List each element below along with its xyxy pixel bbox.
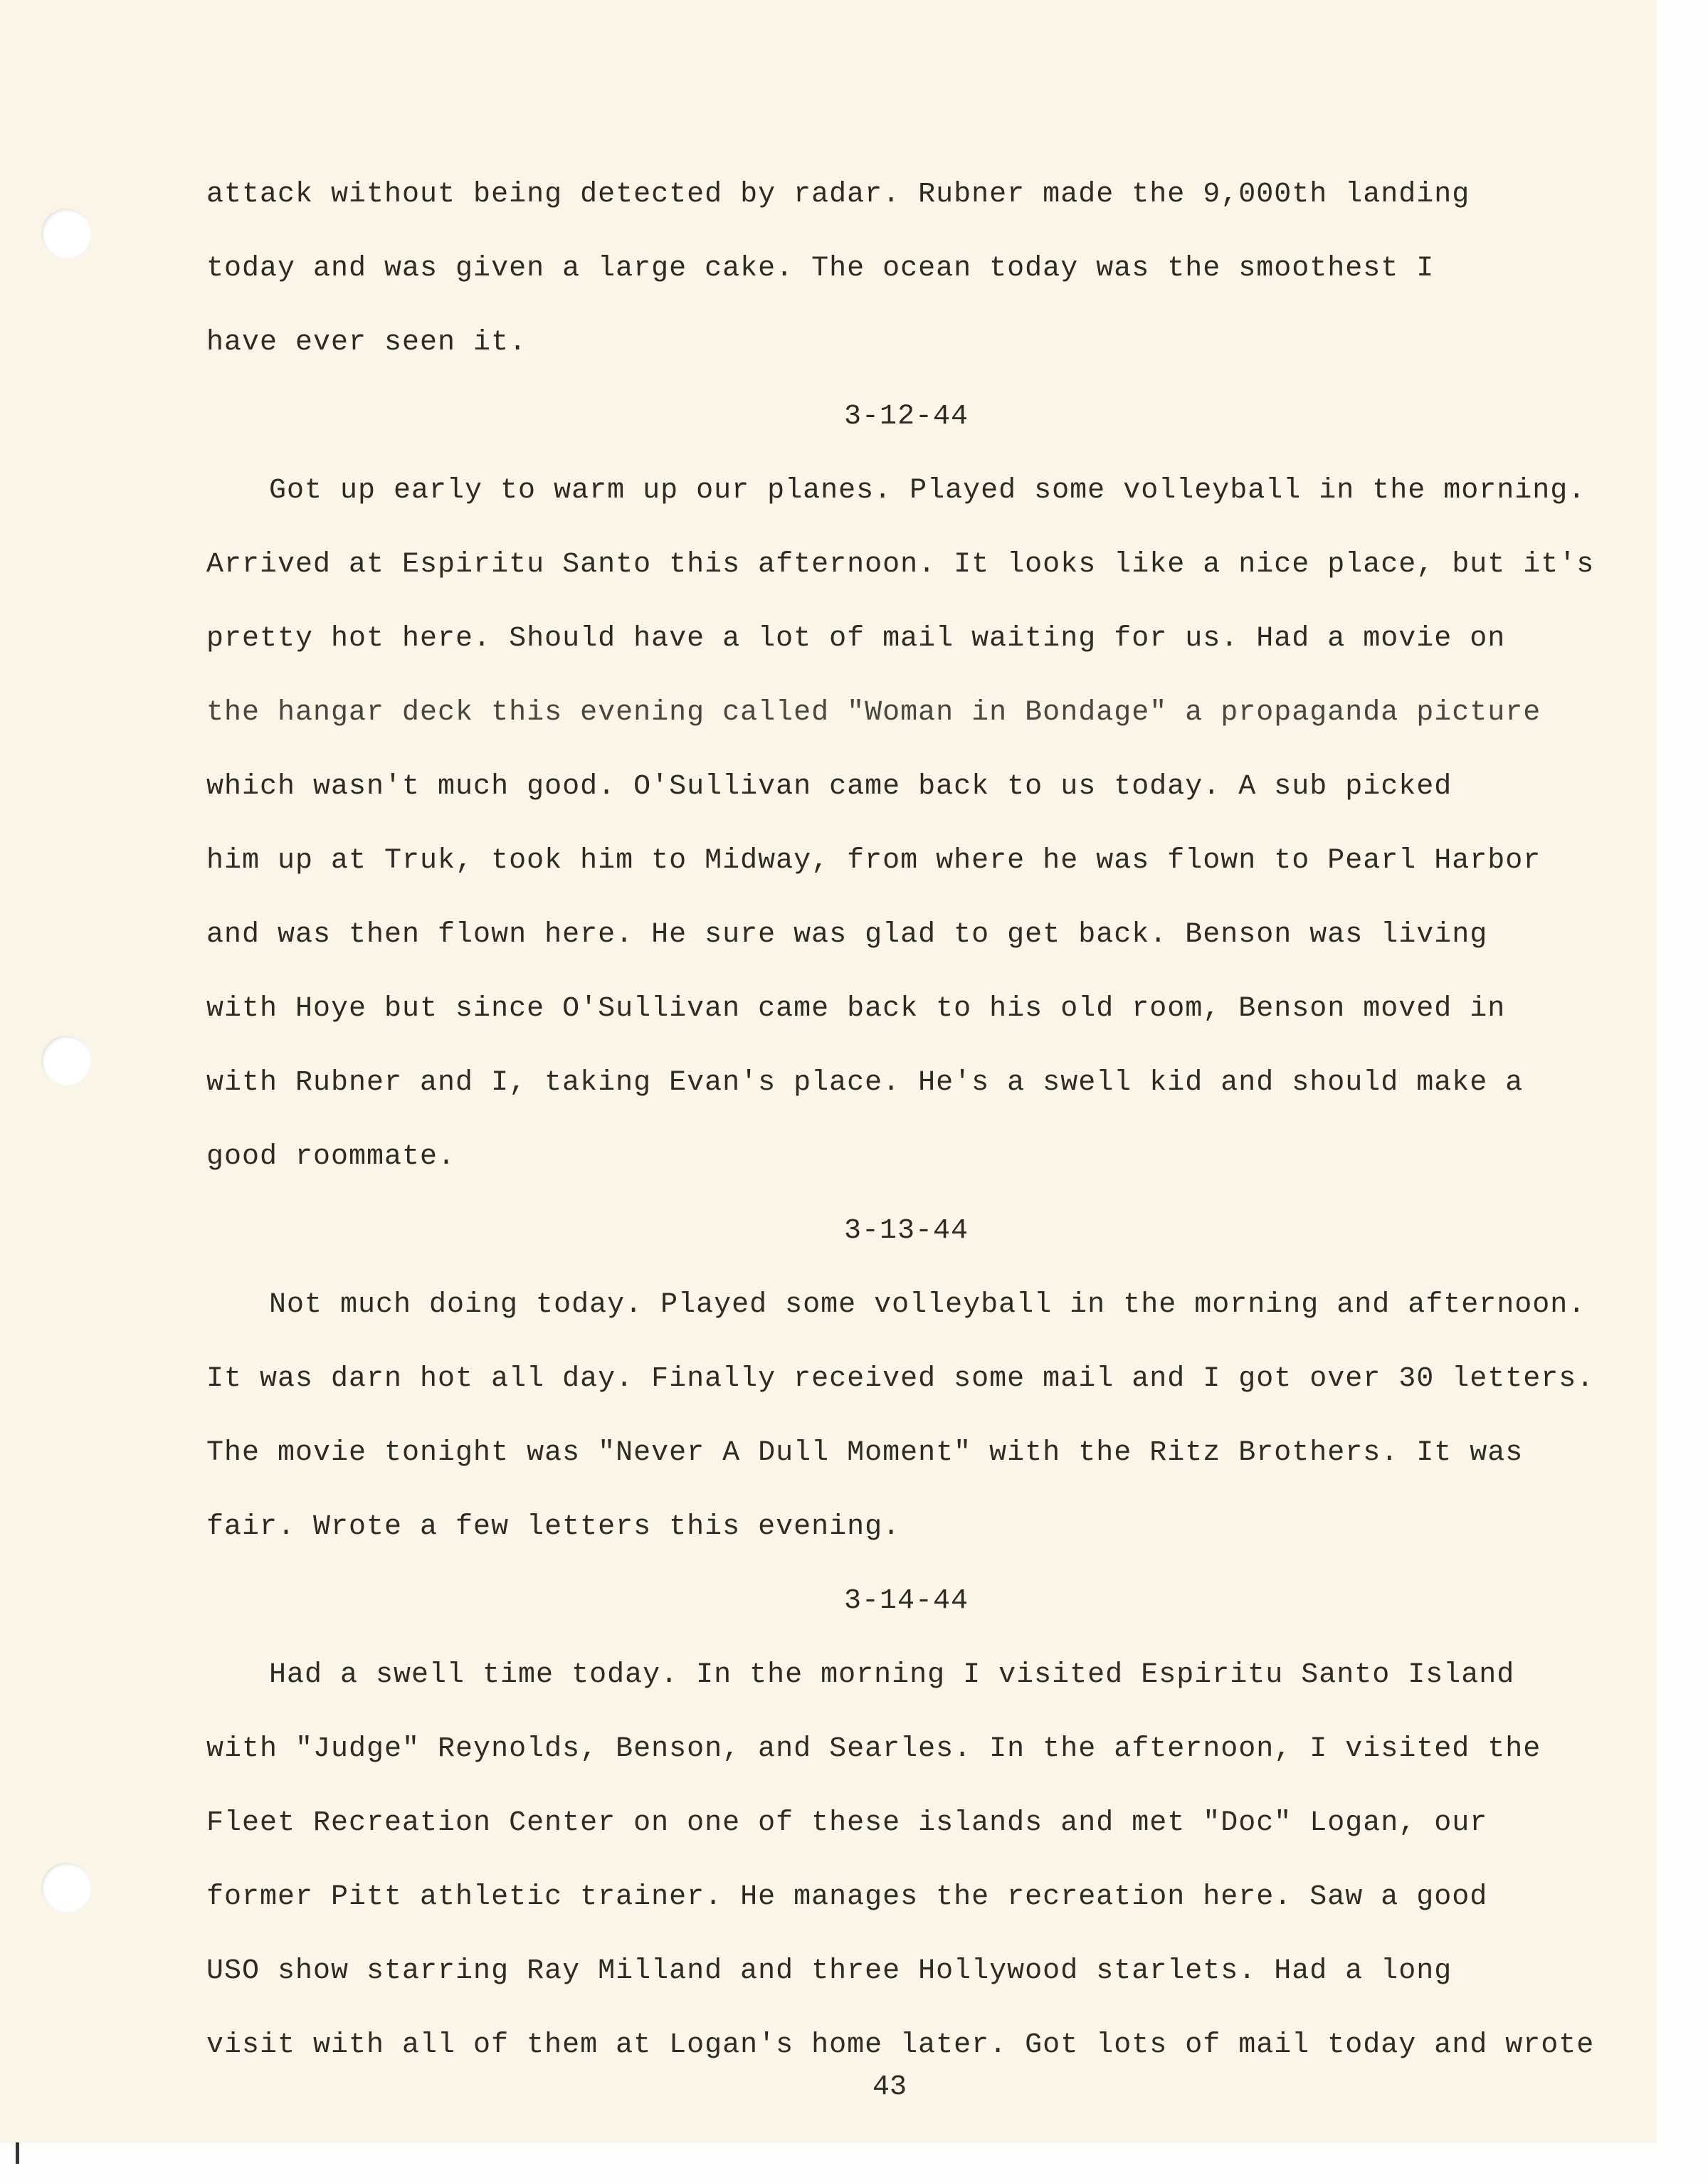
background-edge: [0, 2142, 1708, 2183]
binder-hole: [41, 209, 91, 258]
text-line: Arrived at Espiritu Santo this afternoon. It looks like a nice place, but it's: [206, 549, 1595, 581]
text-line: Not much doing today. Played some volleyball in the morning and afternoon.: [269, 1289, 1586, 1321]
page-number: 43: [872, 2071, 907, 2103]
text-line: The movie tonight was "Never A Dull Moment" with the Ritz Brothers. It was: [206, 1437, 1524, 1469]
text-line: pretty hot here. Should have a lot of mail waiting for us. Had a movie on: [206, 623, 1506, 655]
background-edge: [1657, 0, 1708, 2183]
date-heading: 3-13-44: [844, 1215, 969, 1247]
text-line: Got up early to warm up our planes. Played some volleyball in the morning.: [269, 475, 1586, 507]
text-line: fair. Wrote a few letters this evening.: [206, 1511, 901, 1543]
text-line: with Hoye but since O'Sullivan came back to his old room, Benson moved in: [206, 993, 1506, 1025]
binder-hole: [41, 1036, 91, 1085]
date-heading: 3-14-44: [844, 1585, 969, 1617]
margin-mark: [16, 2142, 19, 2164]
text-line: attack without being detected by radar. Rubner made the 9,000th landing: [206, 179, 1470, 211]
text-line: him up at Truk, took him to Midway, from where he was flown to Pearl Harbor: [206, 845, 1541, 877]
text-line: today and was given a large cake. The ocean today was the smoothest I: [206, 253, 1435, 285]
text-line: with Rubner and I, taking Evan's place. He's a swell kid and should make a: [206, 1067, 1524, 1099]
text-line: good roommate.: [206, 1141, 456, 1173]
text-line: visit with all of them at Logan's home later. Got lots of mail today and wrote: [206, 2029, 1595, 2061]
binder-hole: [41, 1863, 91, 1913]
text-line: It was darn hot all day. Finally received some mail and I got over 30 letters.: [206, 1363, 1595, 1395]
text-line: former Pitt athletic trainer. He manages the recreation here. Saw a good: [206, 1881, 1488, 1913]
diary-text: [206, 158, 1595, 2083]
text-line: which wasn't much good. O'Sullivan came back to us today. A sub picked: [206, 771, 1453, 803]
text-line: have ever seen it.: [206, 327, 527, 359]
text-line: Fleet Recreation Center on one of these islands and met "Doc" Logan, our: [206, 1807, 1488, 1839]
date-heading: 3-12-44: [844, 401, 969, 433]
text-line: with "Judge" Reynolds, Benson, and Searles. In the afternoon, I visited the: [206, 1733, 1541, 1765]
text-line: Had a swell time today. In the morning I visited Espiritu Santo Island: [269, 1659, 1515, 1691]
text-line: the hangar deck this evening called "Woman in Bondage" a propaganda picture: [206, 697, 1541, 729]
text-line: and was then flown here. He sure was glad to get back. Benson was living: [206, 919, 1488, 951]
text-line: USO show starring Ray Milland and three Hollywood starlets. Had a long: [206, 1955, 1453, 1987]
